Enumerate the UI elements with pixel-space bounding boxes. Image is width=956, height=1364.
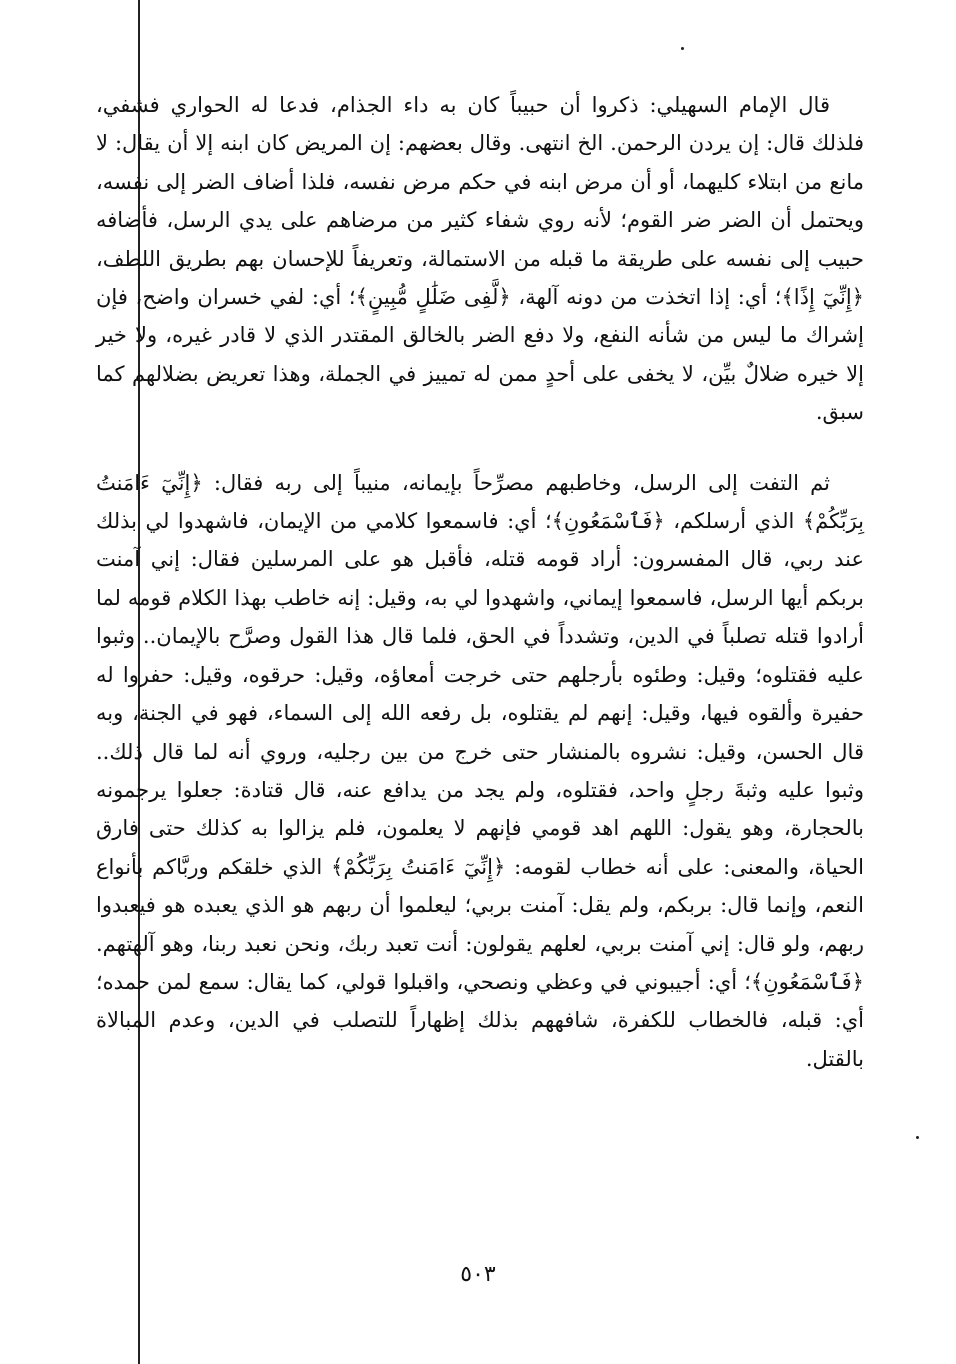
paragraph-2: ثم التفت إلى الرسل، وخاطبهم مصرِّحاً بإيمانه، منيباً إلى ربه فقال: ﴿إِنِّيٓ ءَامَنتُ بِرَبِّكُمْ﴾ الذي أرسلكم، ﴿فَٱسْمَعُونِ﴾؛ أي: فاسمعوا كلامي من الإيمان، فاشهدوا لي بذلك عند ربي، قال المفسرون: أراد قومه قتله، فأقبل هو على المرسلين فقال: إني آمنت بربكم أيها الرسل، فاسمعوا إيماني، واشهدوا لي به، وقيل: إنه خاطب بهذا الكلام قومه لما أرادوا قتله تصلباً في الدين، وتشدداً في الحق، فلما قال هذا القول وصرَّح بالإيمان.. وثبوا عليه فقتلوه؛ وقيل: وطئوه بأرجلهم حتى خرجت أمعاؤه، وقيل: حرقوه، وقيل: حفروا له حفيرة وألقوه فيها، وقيل: إنهم لم يقتلوه، بل رفعه الله إلى السماء، فهو في الجنة، وبه قال الحسن، وقيل: نشروه بالمنشار حتى خرج من بين رجليه، وروي أنه لما قال ذلك.. وثبوا عليه وثبةَ رجلٍ واحد، فقتلوه، ولم يجد من يدافع عنه، قال قتادة: جعلوا يرجمونه بالحجارة، وهو يقول: اللهم اهد قومي فإنهم لا يعلمون، فلم يزالوا به كذلك حتى فارق الحياة، والمعنى: على أنه خطاب لقومه: ﴿إِنِّيٓ ءَامَنتُ بِرَبِّكُمْ﴾ الذي خلقكم وربَّاكم بأنواع النعم، وإنما قال: بربكم، ولم يقل: آمنت بربي؛ ليعلموا أن ربهم هو الذي يعبده هو فيعبدوا ربهم، ولو قال: إني آمنت بربي، لعلهم يقولون: أنت تعبد ربك، ونحن نعبد ربنا، وهو آلهتهم. ﴿فَٱسْمَعُونِ﴾؛ أي: أجيبوني في وعظي ونصحي، واقبلوا قولي، كما يقال: سمع لمن حمده؛ أي: قبله، فالخطاب للكفرة، شافههم بذلك إظهاراً للتصلب في الدين، وعدم المبالاة بالقتل. [96, 470, 864, 1071]
scan-speck [681, 47, 684, 50]
scan-speck [916, 1136, 919, 1139]
paragraph-1: قال الإمام السهيلي: ذكروا أن حبيباً كان به داء الجذام، فدعا له الحواري فشفي، فلذلك قال: إن يردن الرحمن. الخ انتهى. وقال بعضهم: إن المريض كان ابنه إلا أن يقال: لا مانع من ابتلاء كليهما، أو أن مرض ابنه في حكم مرض نفسه، فلذا أضاف الضر إلى نفسه، ويحتمل أن الضر ضر القوم؛ لأنه روي شفاء كثير من مرضاهم على يدي الرسل، فأضافه حبيب إلى نفسه على طريقة ما قبله من الاستمالة، وتعريفاً للإحسان بهم بطريق اللطف، ﴿إِنِّيٓ إِذًا﴾؛ أي: إذا اتخذت من دونه آلهة، ﴿لَّفِى ضَلَٰلٍ مُّبِينٍ﴾؛ أي: لفي خسران واضح، فإن إشراك ما ليس من شأنه النفع، ولا دفع الضر بالخالق المقتدر الذي لا قادر غيره، ولا خير إلا خيره ضلالٌ بيِّن، لا يخفى على أحدٍ ممن له تمييز في الجملة، وهذا تعريض بضلالهم كما سبق. [96, 93, 864, 425]
page-number: ٥٠٣ [460, 1262, 496, 1287]
body-text [96, 86, 864, 1078]
